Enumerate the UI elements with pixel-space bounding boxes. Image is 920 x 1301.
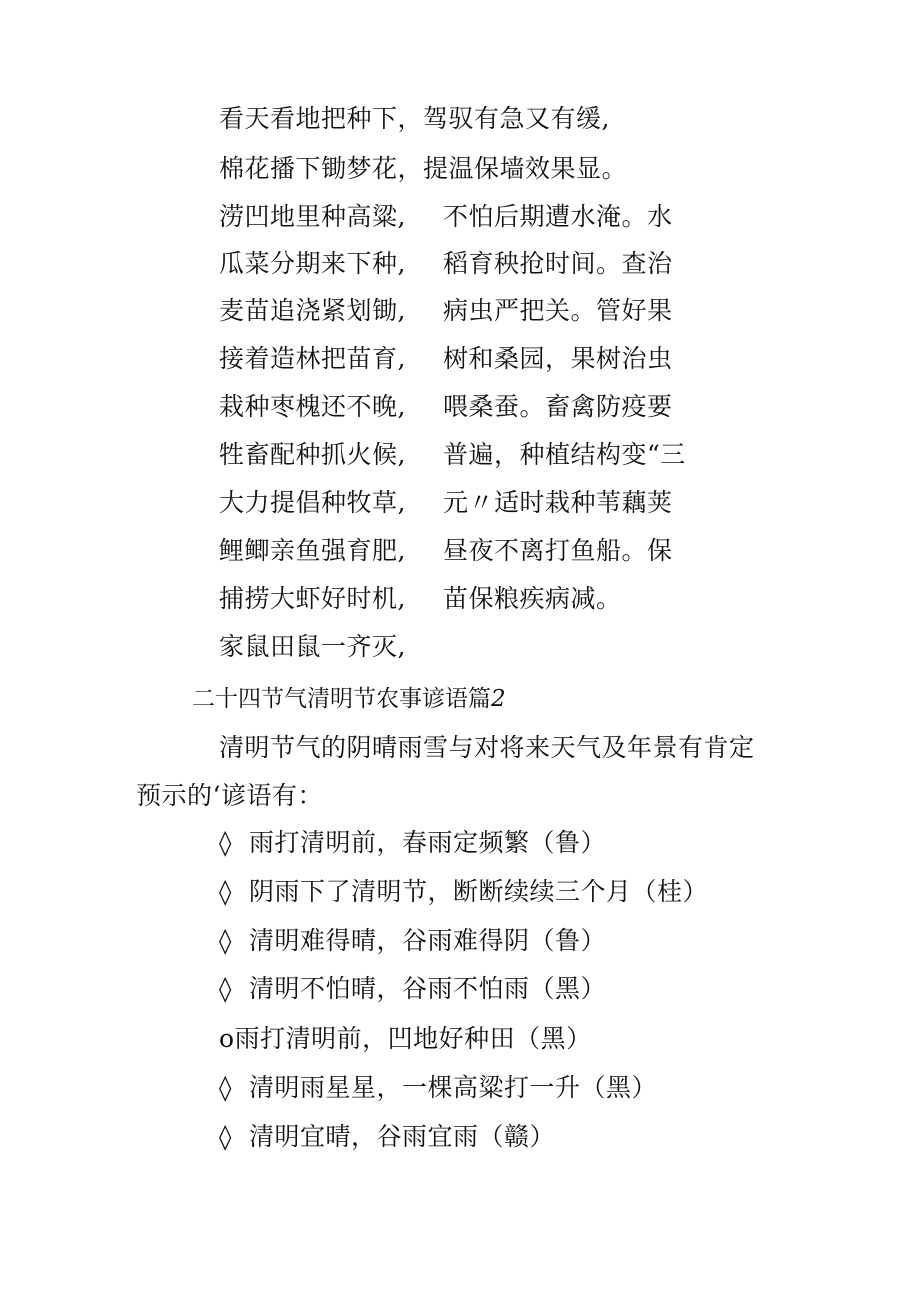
- proverb-item: [219, 826, 606, 860]
- verse-right-line: 喂桑蚕。畜禽防疫要: [443, 392, 673, 421]
- proverb-item: [219, 1120, 555, 1154]
- bullet-mark: ◊: [219, 828, 232, 857]
- proverb-text: 清明雨星星，一棵高粱打一升（黑）: [249, 1073, 658, 1102]
- proverb-item: [219, 875, 708, 909]
- bullet-mark: ◊: [219, 974, 232, 1003]
- proverb-text: 清明不怕晴，谷雨不怕雨（黑）: [249, 974, 607, 1003]
- verse-left-line: 栽种枣槐还不晚,: [219, 392, 406, 421]
- verse-right-line: 树和桑园，果树治虫: [443, 344, 673, 373]
- section-heading-text: 二十四节气清明节农事谚语篇: [192, 686, 491, 712]
- verse-right-line: 苗保粮疾病减。: [443, 584, 622, 613]
- verse-right-line: 元〃适时栽种苇藕荚: [443, 488, 673, 517]
- bullet-mark: ◊: [219, 1122, 232, 1151]
- bullet-mark: o: [219, 1024, 235, 1053]
- verse-left-line: 大力提倡种牧草,: [219, 488, 406, 517]
- proverb-text: 清明宜晴，谷雨宜雨（赣）: [249, 1122, 556, 1151]
- verse-line: 看天看地把种下，驾驭有急又有缓,: [219, 104, 610, 133]
- verse-left-line: 涝凹地里种高粱,: [219, 202, 406, 231]
- verse-left-line: 瓜菜分期来下种,: [219, 249, 406, 278]
- verse-right-line: 病虫严把关。管好果: [443, 296, 673, 325]
- proverb-text: 清明难得晴，谷雨难得阴（鲁）: [249, 926, 607, 955]
- verse-right-line: 普遍，种植结构变“三: [443, 440, 686, 469]
- verse-left-line: 麦苗追浇紧划锄,: [219, 296, 406, 325]
- verse-left-line: 鲤鲫亲鱼强育肥,: [219, 536, 406, 565]
- proverb-text: 雨打清明前，凹地好种田（黑）: [234, 1024, 592, 1053]
- proverb-item: [219, 1022, 592, 1056]
- proverb-text: 阴雨下了清明节，断断续续三个月（桂）: [249, 877, 709, 906]
- intro-paragraph: 清明节气的阴晴雨雪与对将来天气及年景有肯定预示的‘谚语有：: [136, 733, 755, 810]
- verse-right-line: 昼夜不离打鱼船。保: [443, 536, 673, 565]
- proverb-item: [219, 924, 606, 958]
- verse-right-line: 不怕后期遭水淹。水: [443, 202, 673, 231]
- verse-line: 棉花播下锄梦花，提温保墙效果显。: [219, 154, 628, 183]
- proverb-item: [219, 1071, 657, 1105]
- bullet-mark: ◊: [219, 1073, 232, 1102]
- verse-left-line: 家鼠田鼠一齐灭,: [219, 632, 406, 661]
- proverb-text: 雨打清明前，春雨定频繁（鲁）: [249, 828, 607, 857]
- verse-right-line: 稻育秧抢时间。查治: [443, 249, 673, 278]
- verse-left-line: 捕捞大虾好时机,: [219, 584, 406, 613]
- proverb-item: [219, 972, 606, 1006]
- verse-left-line: 牲畜配种抓火候,: [219, 440, 406, 469]
- bullet-mark: ◊: [219, 877, 232, 906]
- verse-left-line: 接着造林把苗育,: [219, 344, 406, 373]
- section-heading: [192, 682, 506, 716]
- section-heading-number: 2: [491, 686, 506, 712]
- bullet-mark: ◊: [219, 926, 232, 955]
